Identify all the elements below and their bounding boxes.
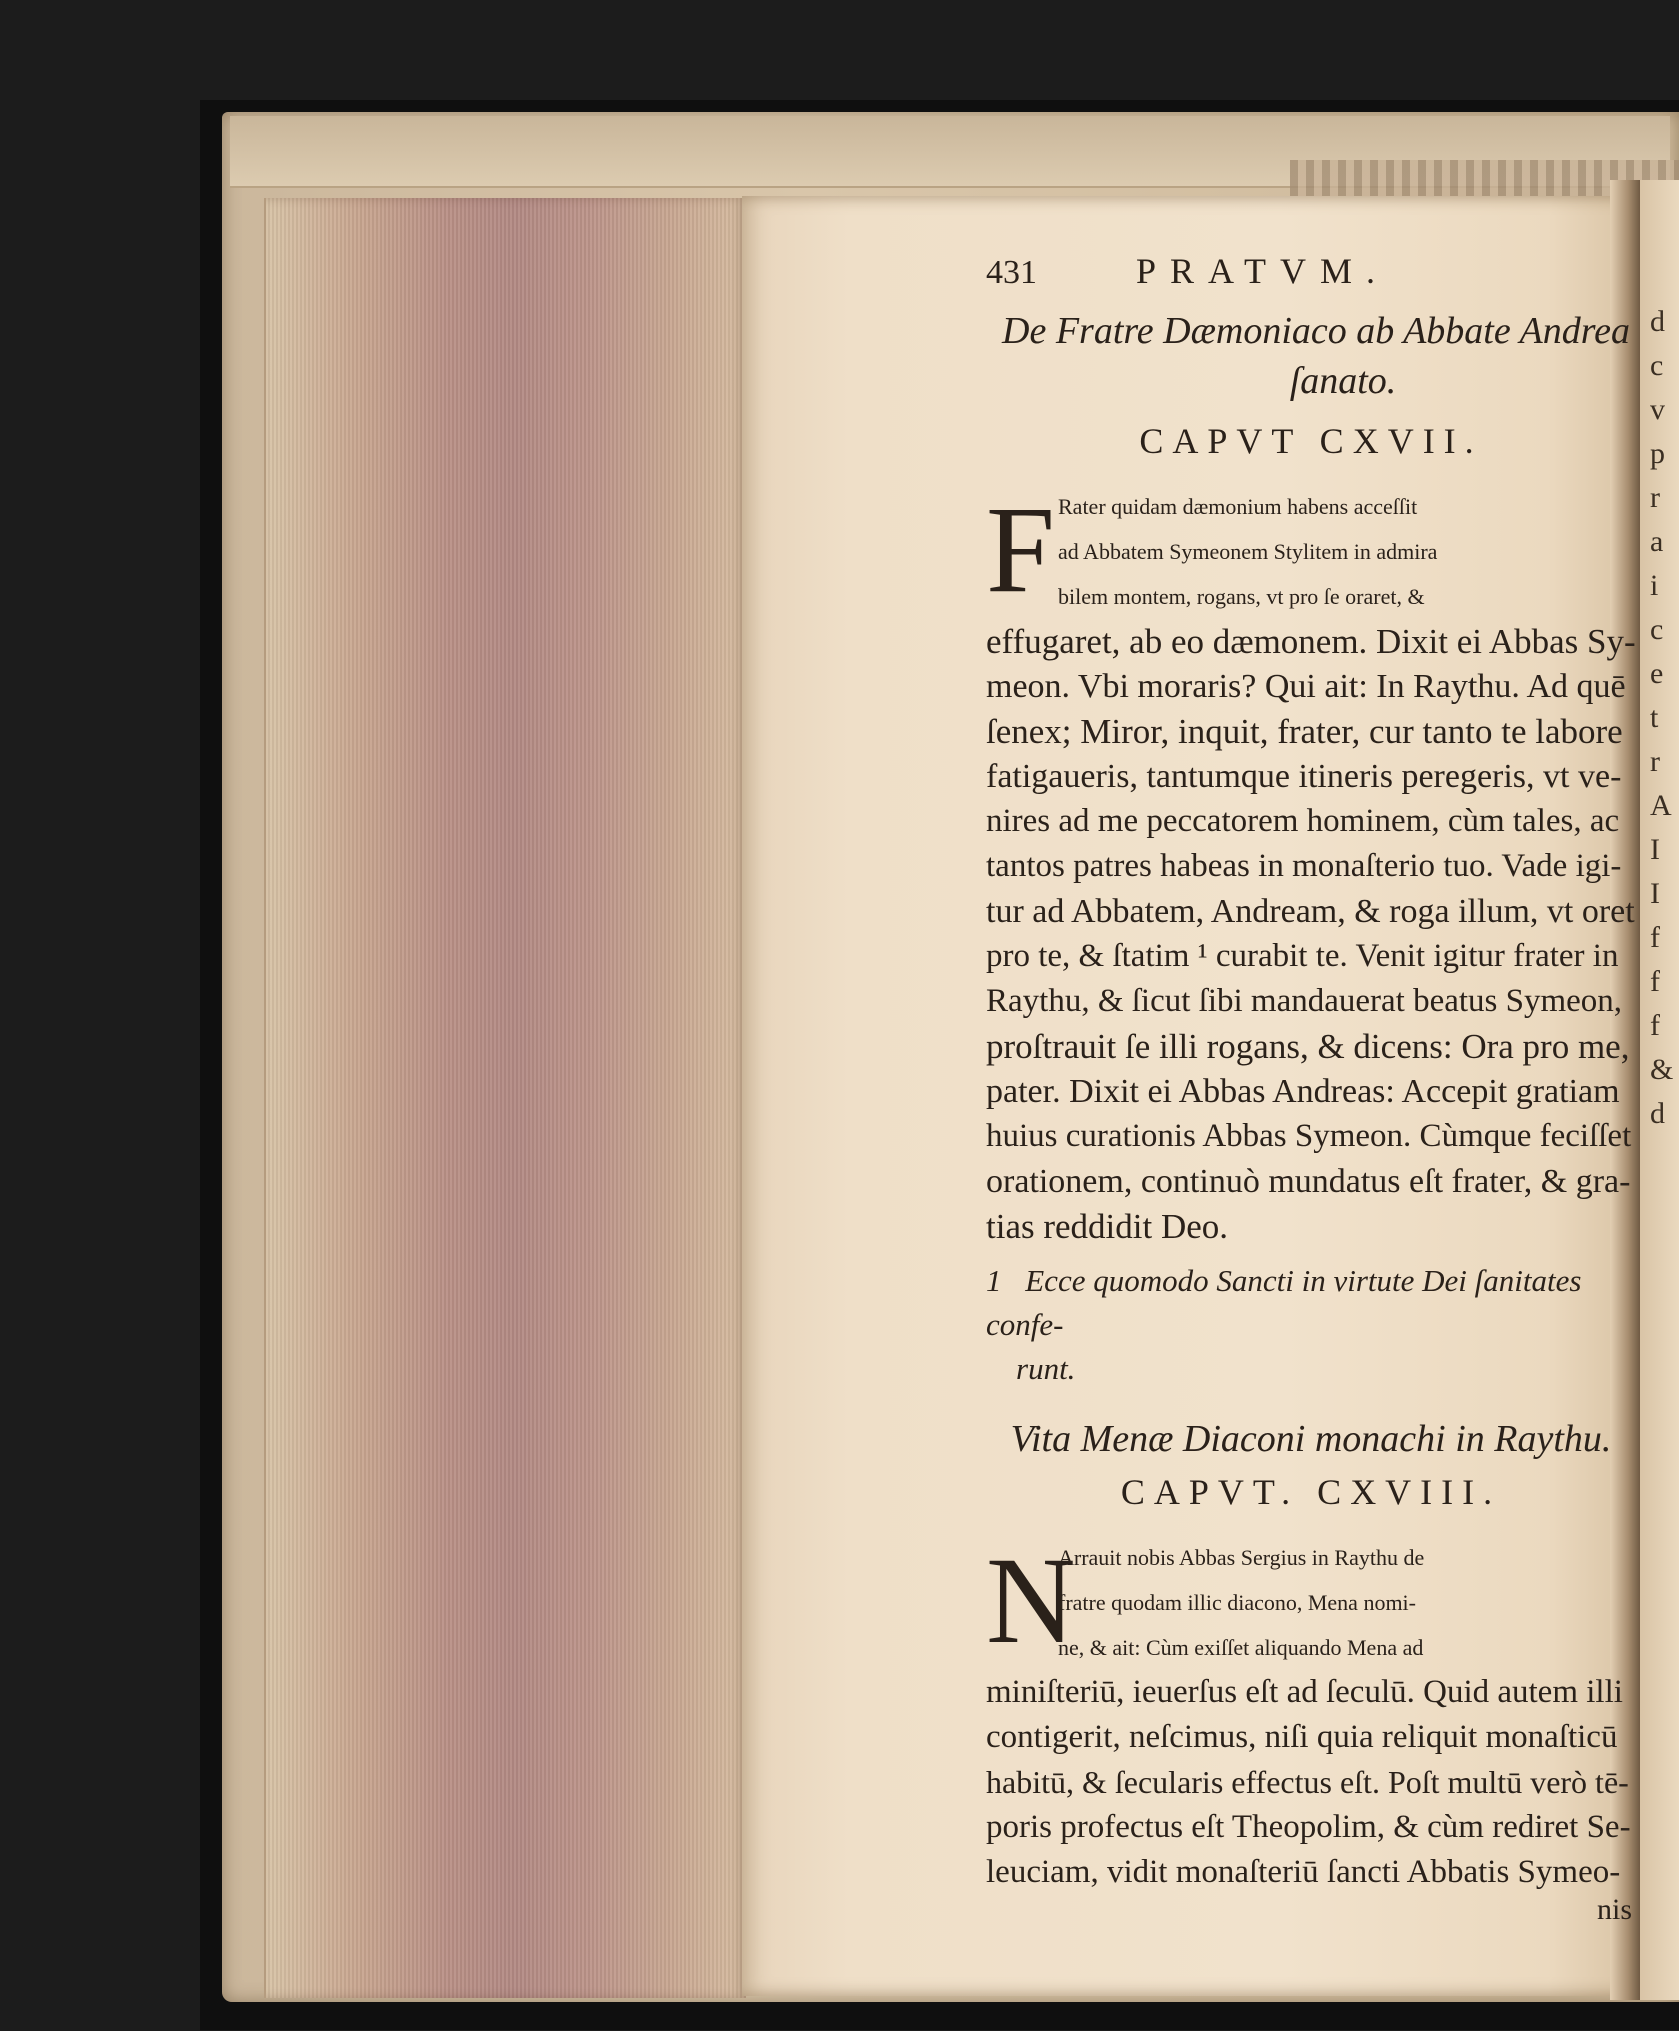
facing-page-letter: t [1650, 701, 1659, 734]
facing-page-letter: e [1650, 657, 1664, 690]
chapter-117-body [986, 481, 1636, 1249]
chapter_117-line: effugaret, ab eo dæmonem. Dixit ei Abbas Sy- [986, 622, 1636, 661]
chapter_117-line: proſtrauit ſe illi rogans, & dicens: Ora pro me, [986, 1027, 1630, 1066]
chapter-117-title-line2: ſanato. [1289, 360, 1397, 402]
chapter_118-line: poris profectus eſt Theopolim, & cùm rediret Se- [986, 1809, 1631, 1845]
chapter-118-title: Vita Menæ Diaconi monachi in Raythu. [1010, 1418, 1612, 1460]
chapter_118-line: contigerit, neſcimus, niſi quia reliquit monaſticū [986, 1719, 1618, 1755]
facing-page-text [1650, 300, 1679, 1136]
chapter_118-line: ne, & ait: Cùm exiſſet aliquando Mena ad [1058, 1635, 1424, 1660]
chapter_117-line: tias reddidit Deo. [986, 1207, 1229, 1246]
chapter-117-title-line1: De Fratre Dæmoniaco ab Abbate Andrea [1002, 310, 1630, 352]
facing-page-letter: v [1650, 393, 1665, 426]
facing-page-letter: f [1650, 965, 1660, 998]
facing-page-letter: I [1650, 833, 1660, 866]
chapter_118-line: fratre quodam illic diacono, Mena nomi- [1058, 1590, 1416, 1615]
chapter-118-paragraph [986, 1532, 1636, 1895]
chapter_117-line: nires ad me peccatorem hominem, cùm tales, ac [986, 803, 1620, 839]
facing-page-letter: A [1650, 789, 1672, 822]
facing-page-letter: d [1650, 1097, 1665, 1130]
page-block-edge [264, 198, 746, 1998]
facing-page-letter: p [1650, 437, 1665, 470]
page-text-block [986, 250, 1636, 1925]
facing-page-letter: r [1650, 745, 1660, 778]
marginal-note [986, 1259, 1636, 1391]
chapter_117-line: orationem, continuò mundatus eſt frater, & gra- [986, 1163, 1631, 1200]
chapter-118-body [986, 1532, 1636, 1895]
chapter_117-line: ſenex; Miror, inquit, frater, cur tanto te labore [986, 712, 1623, 751]
facing-page-letter: c [1650, 613, 1664, 646]
chapter_118-line: leuciam, vidit monaſteriū ſancti Abbatis Symeo- [986, 1854, 1621, 1890]
chapter_117-line: Raythu, & ſicut ſibi mandauerat beatus Symeon, [986, 983, 1623, 1019]
note-mark: 1 [986, 1263, 1002, 1298]
chapter_117-line: ad Abbatem Symeonem Stylitem in admira [1058, 539, 1438, 564]
facing-page-letter: a [1650, 525, 1664, 558]
chapter-117-caput: CAPVT CXVII. [1139, 421, 1483, 461]
chapter_117-line: meon. Vbi moraris? Qui ait: In Raythu. Ad quē [986, 668, 1626, 705]
facing-page-letter: d [1650, 305, 1665, 338]
facing-page-letter: r [1650, 481, 1660, 514]
drop-cap: N [986, 1532, 1076, 1669]
chapter_118-line: miniſteriū, ieuerſus eſt ad ſeculū. Quid autem illi [986, 1674, 1623, 1710]
chapter_117-line: pater. Dixit ei Abbas Andreas: Accepit gratiam [986, 1073, 1620, 1110]
chapter_117-line: Rater quidam dæmonium habens acceſſit [1058, 494, 1418, 519]
chapter_118-line: habitū, & ſecularis effectus eſt. Poſt multū verò tē- [986, 1764, 1629, 1800]
note-line2: runt. [1016, 1351, 1076, 1386]
chapter_117-line: pro te, & ſtatim ¹ curabit te. Venit igitur frater in [986, 938, 1619, 974]
facing-page-letter: i [1650, 569, 1659, 602]
facing-page-letter: f [1650, 1009, 1660, 1042]
page-number: 431 [986, 254, 1037, 291]
note-line1: Ecce quomodo Sancti in virtute Dei ſanitates confe- [986, 1263, 1582, 1342]
drop-cap: F [986, 481, 1055, 618]
chapter_117-line: tur ad Abbatem, Andream, & roga illum, vt oret [986, 893, 1635, 930]
facing-page-letter: I [1650, 877, 1660, 910]
running-head: PRATVM. [1136, 251, 1390, 291]
chapter_117-line: tantos patres habeas in monaſterio tuo. Vade igi- [986, 848, 1622, 884]
page-header [986, 250, 1636, 306]
chapter-117-title [986, 306, 1636, 406]
chapter_117-line: fatigaueris, tantumque itineris peregeris, vt ve- [986, 758, 1622, 795]
facing-page-letter: & [1650, 1053, 1674, 1086]
chapter_118-line: Arrauit nobis Abbas Sergius in Raythu de [1058, 1545, 1425, 1570]
chapter-117-paragraph [986, 481, 1636, 1249]
chapter-118-caput: CAPVT. CXVIII. [1120, 1472, 1502, 1512]
facing-page-letter: c [1650, 349, 1664, 382]
catchword: nis [1596, 1893, 1632, 1926]
chapter_117-line: bilem montem, rogans, vt pro ſe oraret, & [1058, 584, 1425, 609]
chapter_117-line: huius curationis Abbas Symeon. Cùmque feciſſet [986, 1118, 1632, 1154]
facing-page-letter: f [1650, 921, 1660, 954]
